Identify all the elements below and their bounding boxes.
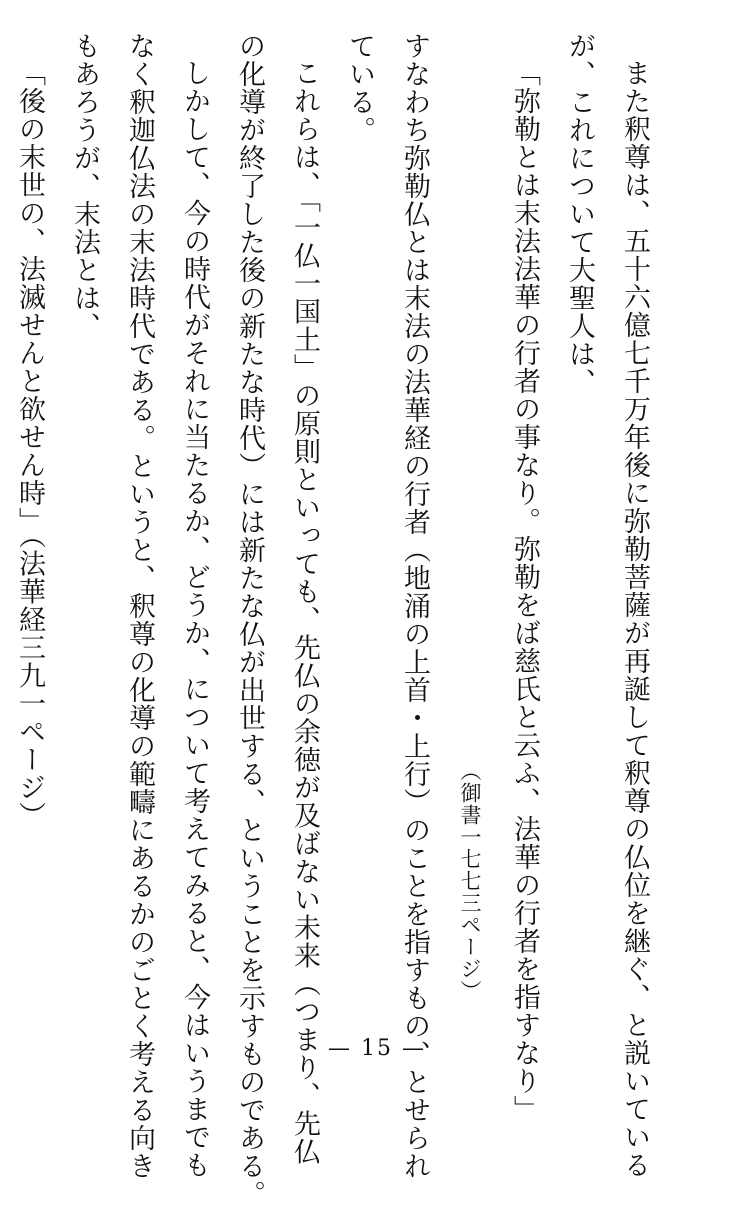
text-line-3: すなわち弥勒仏とは末法の法華経の行者（地涌の上首・上行）のことを指すもの、とせられ — [399, 32, 430, 1180]
text-line-9: もあろうが、末法とは、 — [69, 32, 100, 340]
text-line-1: また釈尊は、五十六億七千万年後に弥勒菩薩が再誕して釈尊の仏位を継ぐ、と説いている — [619, 59, 650, 1179]
quote-line-2: 「後の末世の、法滅せんと欲せん時」（法華経三九一ページ） — [14, 59, 45, 830]
text-line-10 — [0, 32, 2, 1002]
text-line-8: なく釈迦仏法の末法時代である。というと、釈尊の化導の範疇にあるかのごとく考える向き — [124, 32, 155, 1180]
text-line-2: が、これについて大聖人は、 — [564, 32, 595, 396]
text-line-6: の化導が終了した後の新たな時代）には新たな仏が出世する、ということを示すものである。 — [234, 32, 265, 1208]
text-line-7: しかして、今の時代がそれに当たるか、どうか、について考えてみると、今はいうまでも — [179, 59, 210, 1179]
citation-line-1: （御書一七七三ページ） — [458, 760, 482, 1002]
text-line-5: これらは、「一仏一国土」の原則といっても、先仏の余徳が及ばない未来（つまり、先仏 — [289, 59, 320, 1166]
text-line-4: ている。 — [344, 32, 375, 144]
page-number: — 15 — — [328, 1036, 426, 1061]
quote-line-1: 「弥勒とは末法法華の行者の事なり。弥勒をば慈氏と云ふ、法華の行者を指すなり」 — [509, 59, 540, 1123]
